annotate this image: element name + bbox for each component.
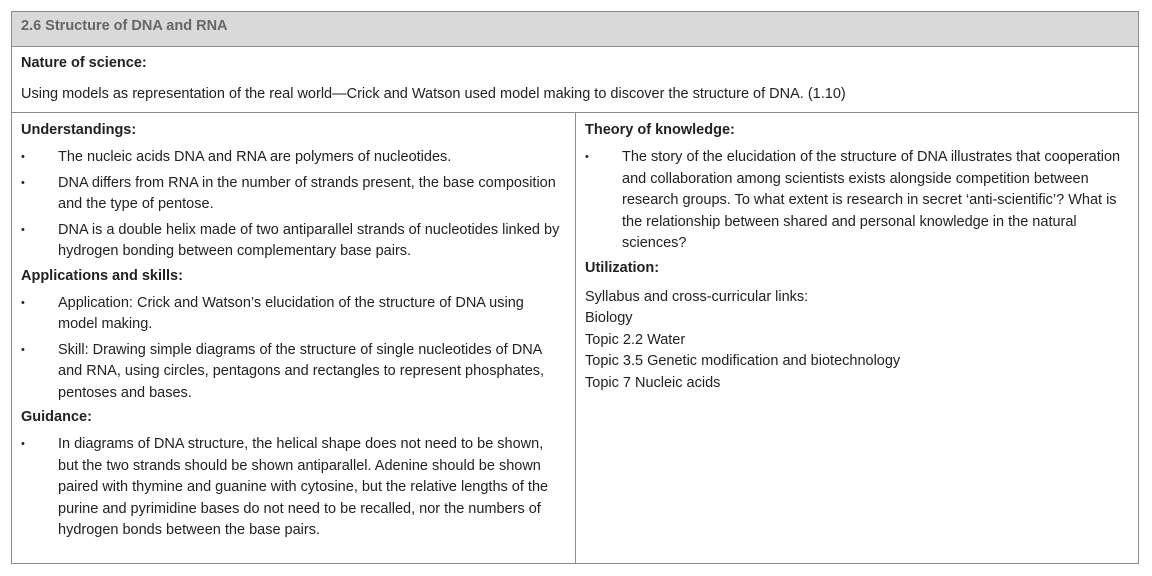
guidance-heading: Guidance: [21,409,92,425]
utilization-heading: Utilization: [585,259,660,276]
list-item [21,434,566,542]
list-item-text: Skill: Drawing simple diagrams of the structure of single nucleotides of DNA and RNA, using circles, pentagons and rectangles to represent phosphates, pentoses and bases. [58,341,545,401]
right-column [576,113,1138,563]
list-item [585,147,1129,255]
table-header [12,12,1138,47]
utilization-line: Topic 3.5 Genetic modification and biotechnology [585,353,901,369]
page-title: 2.6 Structure of DNA and RNA [21,18,228,34]
guidance-list [21,434,566,542]
left-column [12,113,576,563]
bullet-icon: • [21,151,25,163]
nature-of-science-section [12,47,1138,113]
nature-of-science-text: Using models as representation of the real world—Crick and Watson used model making to discover the structure of DNA. (1.10) [21,86,846,102]
list-item-text: In diagrams of DNA structure, the helical shape does not need to be shown, but the two strands should be shown antiparallel. Adenine should be shown paired with thymine and guanine with cytosine, but the relative lengths of the purine and pyrimidine bases do not need to be recalled, nor the numbers of hydrogen bonds between the base pairs. [58,436,549,538]
utilization-line: Topic 2.2 Water [585,331,686,348]
list-item [21,173,566,216]
syllabus-table [11,11,1139,564]
list-item-text: The nucleic acids DNA and RNA are polymers of nucleotides. [58,149,452,165]
utilization-line: Topic 7 Nucleic acids [585,374,721,391]
bullet-icon: • [21,438,25,450]
bullet-icon: • [21,343,25,356]
list-item [21,220,566,263]
bullet-icon: • [21,176,25,189]
list-item-text: DNA is a double helix made of two antiparallel strands of nucleotides linked by hydrogen bonding between complementary base pairs. [58,221,560,259]
tok-list [585,147,1129,255]
bullet-icon: • [21,296,25,309]
bullet-icon: • [21,223,25,236]
utilization-line: Biology [585,310,633,326]
nature-of-science-heading: Nature of science: [21,55,147,71]
applications-list [21,293,566,405]
tok-heading: Theory of knowledge: [585,122,735,138]
utilization-lines [585,287,1129,395]
bullet-icon: • [585,151,589,163]
applications-heading: Applications and skills: [21,267,183,284]
understandings-list [21,147,566,263]
understandings-heading: Understandings: [21,122,137,138]
list-item-text: The story of the elucidation of the structure of DNA illustrates that cooperation and collaboration among scientists exists alongside competition between research groups. To what extent is research in secret ‘anti-scientific’? What is the relationship between shared and personal knowledge in the natural sciences? [622,149,1121,251]
list-item [21,340,566,405]
utilization-line: Syllabus and cross-curricular links: [585,288,809,305]
two-column-body [12,113,1138,563]
list-item [21,293,566,336]
list-item [21,147,566,169]
list-item-text: Application: Crick and Watson’s elucidation of the structure of DNA using model making. [58,294,524,332]
list-item-text: DNA differs from RNA in the number of strands present, the base composition and the type of pentose. [58,174,556,212]
